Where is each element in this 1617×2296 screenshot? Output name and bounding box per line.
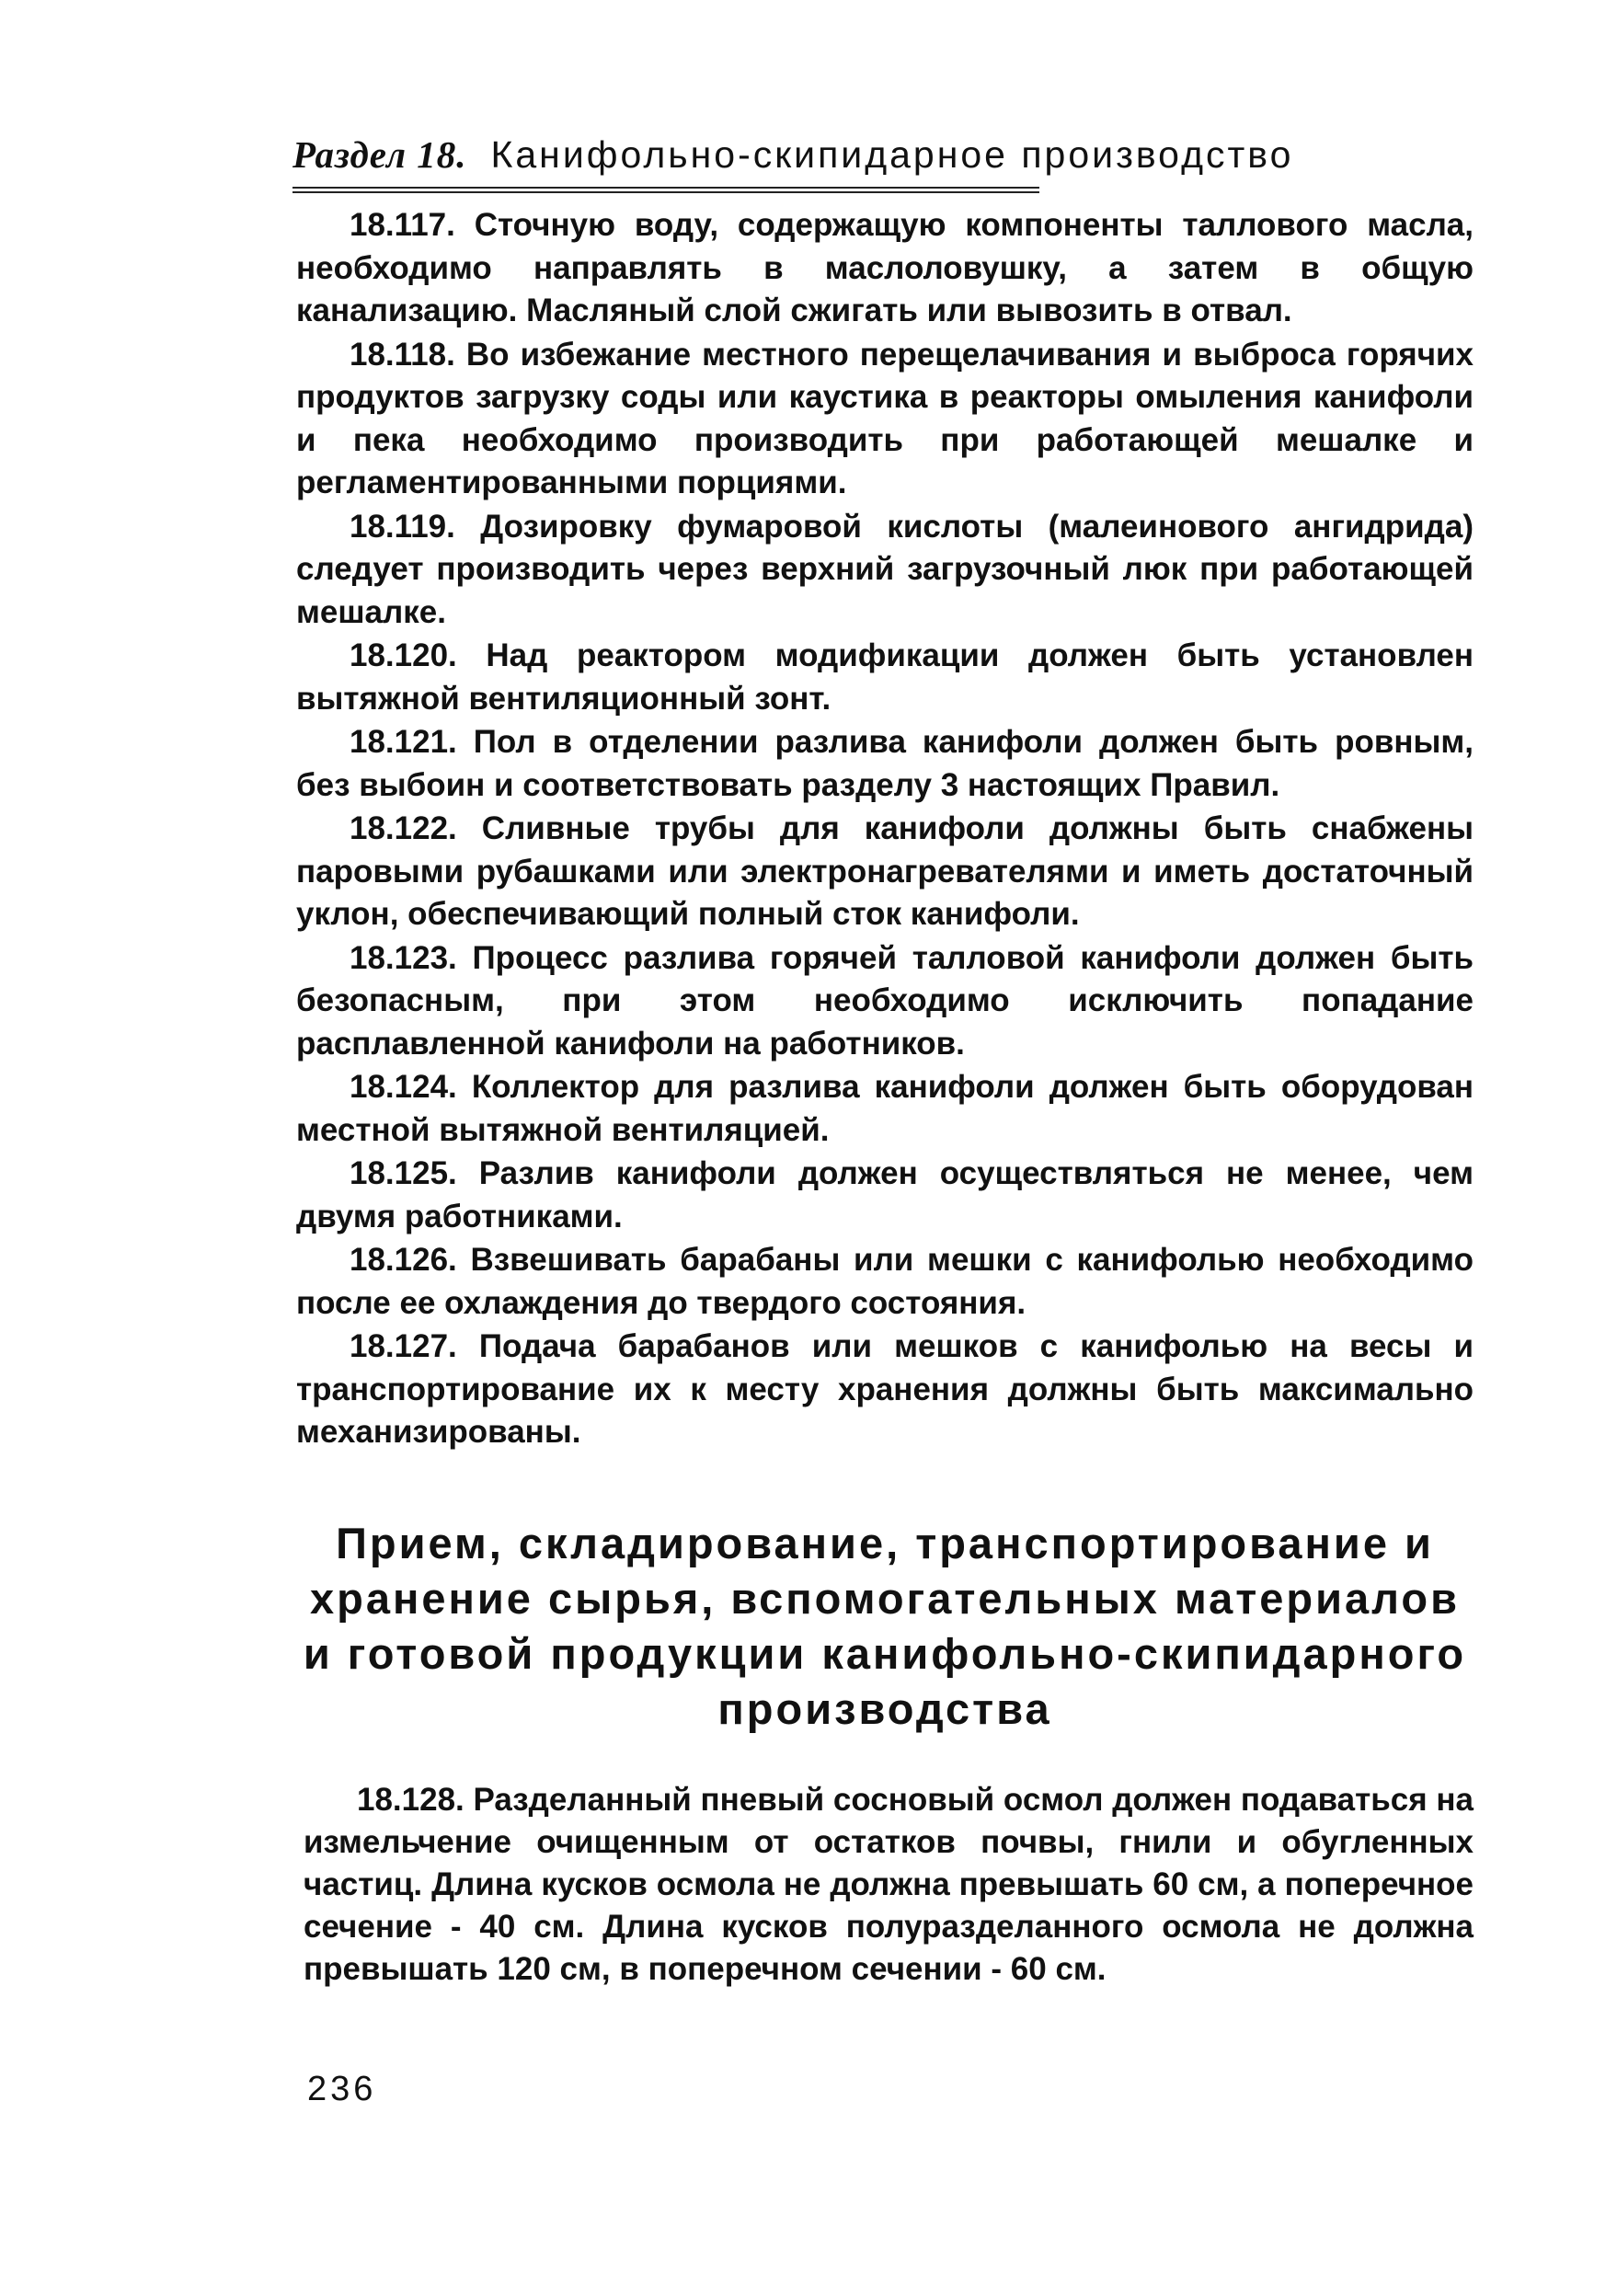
paragraph: 18.128. Разделанный пневый сосновый осмол должен подаваться на измельчение очищенным от остатков почвы, гнили и обугленных частиц. Длина кусков осмола не должна превышать 60 см, а поперечное сечение - 40 см. Длина кусков полуразделанного осмола не должна превышать 120 см, в поперечном сечении - 60 см. — [304, 1782, 1474, 1987]
paragraph: 18.124. Коллектор для разлива канифоли должен быть оборудован местной вытяжной вентиляцией. — [296, 1069, 1474, 1148]
section-label: Раздел 18. — [292, 133, 467, 176]
paragraph: 18.120. Над реактором модификации должен быть установлен вытяжной вентиляционный зонт. — [296, 637, 1474, 717]
section-title: Канифольно-скипидарное производство — [490, 133, 1294, 176]
paragraph: 18.119. Дозировку фумаровой кислоты (малеинового ангидрида) следует производить через верхний загрузочный люк при работающей мешалке. — [296, 508, 1474, 630]
paragraph: 18.122. Сливные трубы для канифоли должны быть снабжены паровыми рубашками или электронагревателями и иметь достаточный уклон, обеспечивающий полный сток канифоли. — [296, 810, 1474, 932]
paragraph: 18.121. Пол в отделении разлива канифоли должен быть ровным, без выбоин и соответствовать разделу 3 настоящих Правил. — [296, 724, 1474, 803]
paragraph: 18.117. Сточную воду, содержащую компоненты таллового масла, необходимо направлять в маслоловушку, а затем в общую канализацию. Масляный слой сжигать или вывозить в отвал. — [296, 207, 1474, 328]
paragraph: 18.125. Разлив канифоли должен осуществляться не менее, чем двумя работниками. — [296, 1155, 1474, 1234]
page-number: 236 — [307, 2070, 377, 2108]
paragraph: 18.123. Процесс разлива горячей талловой канифоли должен быть безопасным, при этом необходимо исключить попадание расплавленной канифоли на работников. — [296, 939, 1474, 1062]
header-rule — [292, 187, 1039, 193]
body-text — [296, 204, 1474, 1455]
body-text-after-heading — [304, 1779, 1474, 1992]
section-heading: Прием, складирование, транспортирование и хранение сырья, вспомогательных материалов и готовой продукции канифольно-скипидарного производства — [303, 1519, 1467, 1733]
paragraph: 18.127. Подача барабанов или мешков с канифолью на весы и транспортирование их к месту хранения должны быть максимально механизированы. — [296, 1328, 1474, 1450]
paragraph: 18.126. Взвешивать барабаны или мешки с канифолью необходимо после ее охлаждения до твердого состояния. — [296, 1242, 1474, 1321]
running-head — [292, 131, 1396, 178]
paragraph: 18.118. Во избежание местного перещелачивания и выброса горячих продуктов загрузку соды или каустика в реакторы омыления канифоли и пека необходимо производить при работающей мешалке и регламентированными порциями. — [296, 336, 1474, 500]
